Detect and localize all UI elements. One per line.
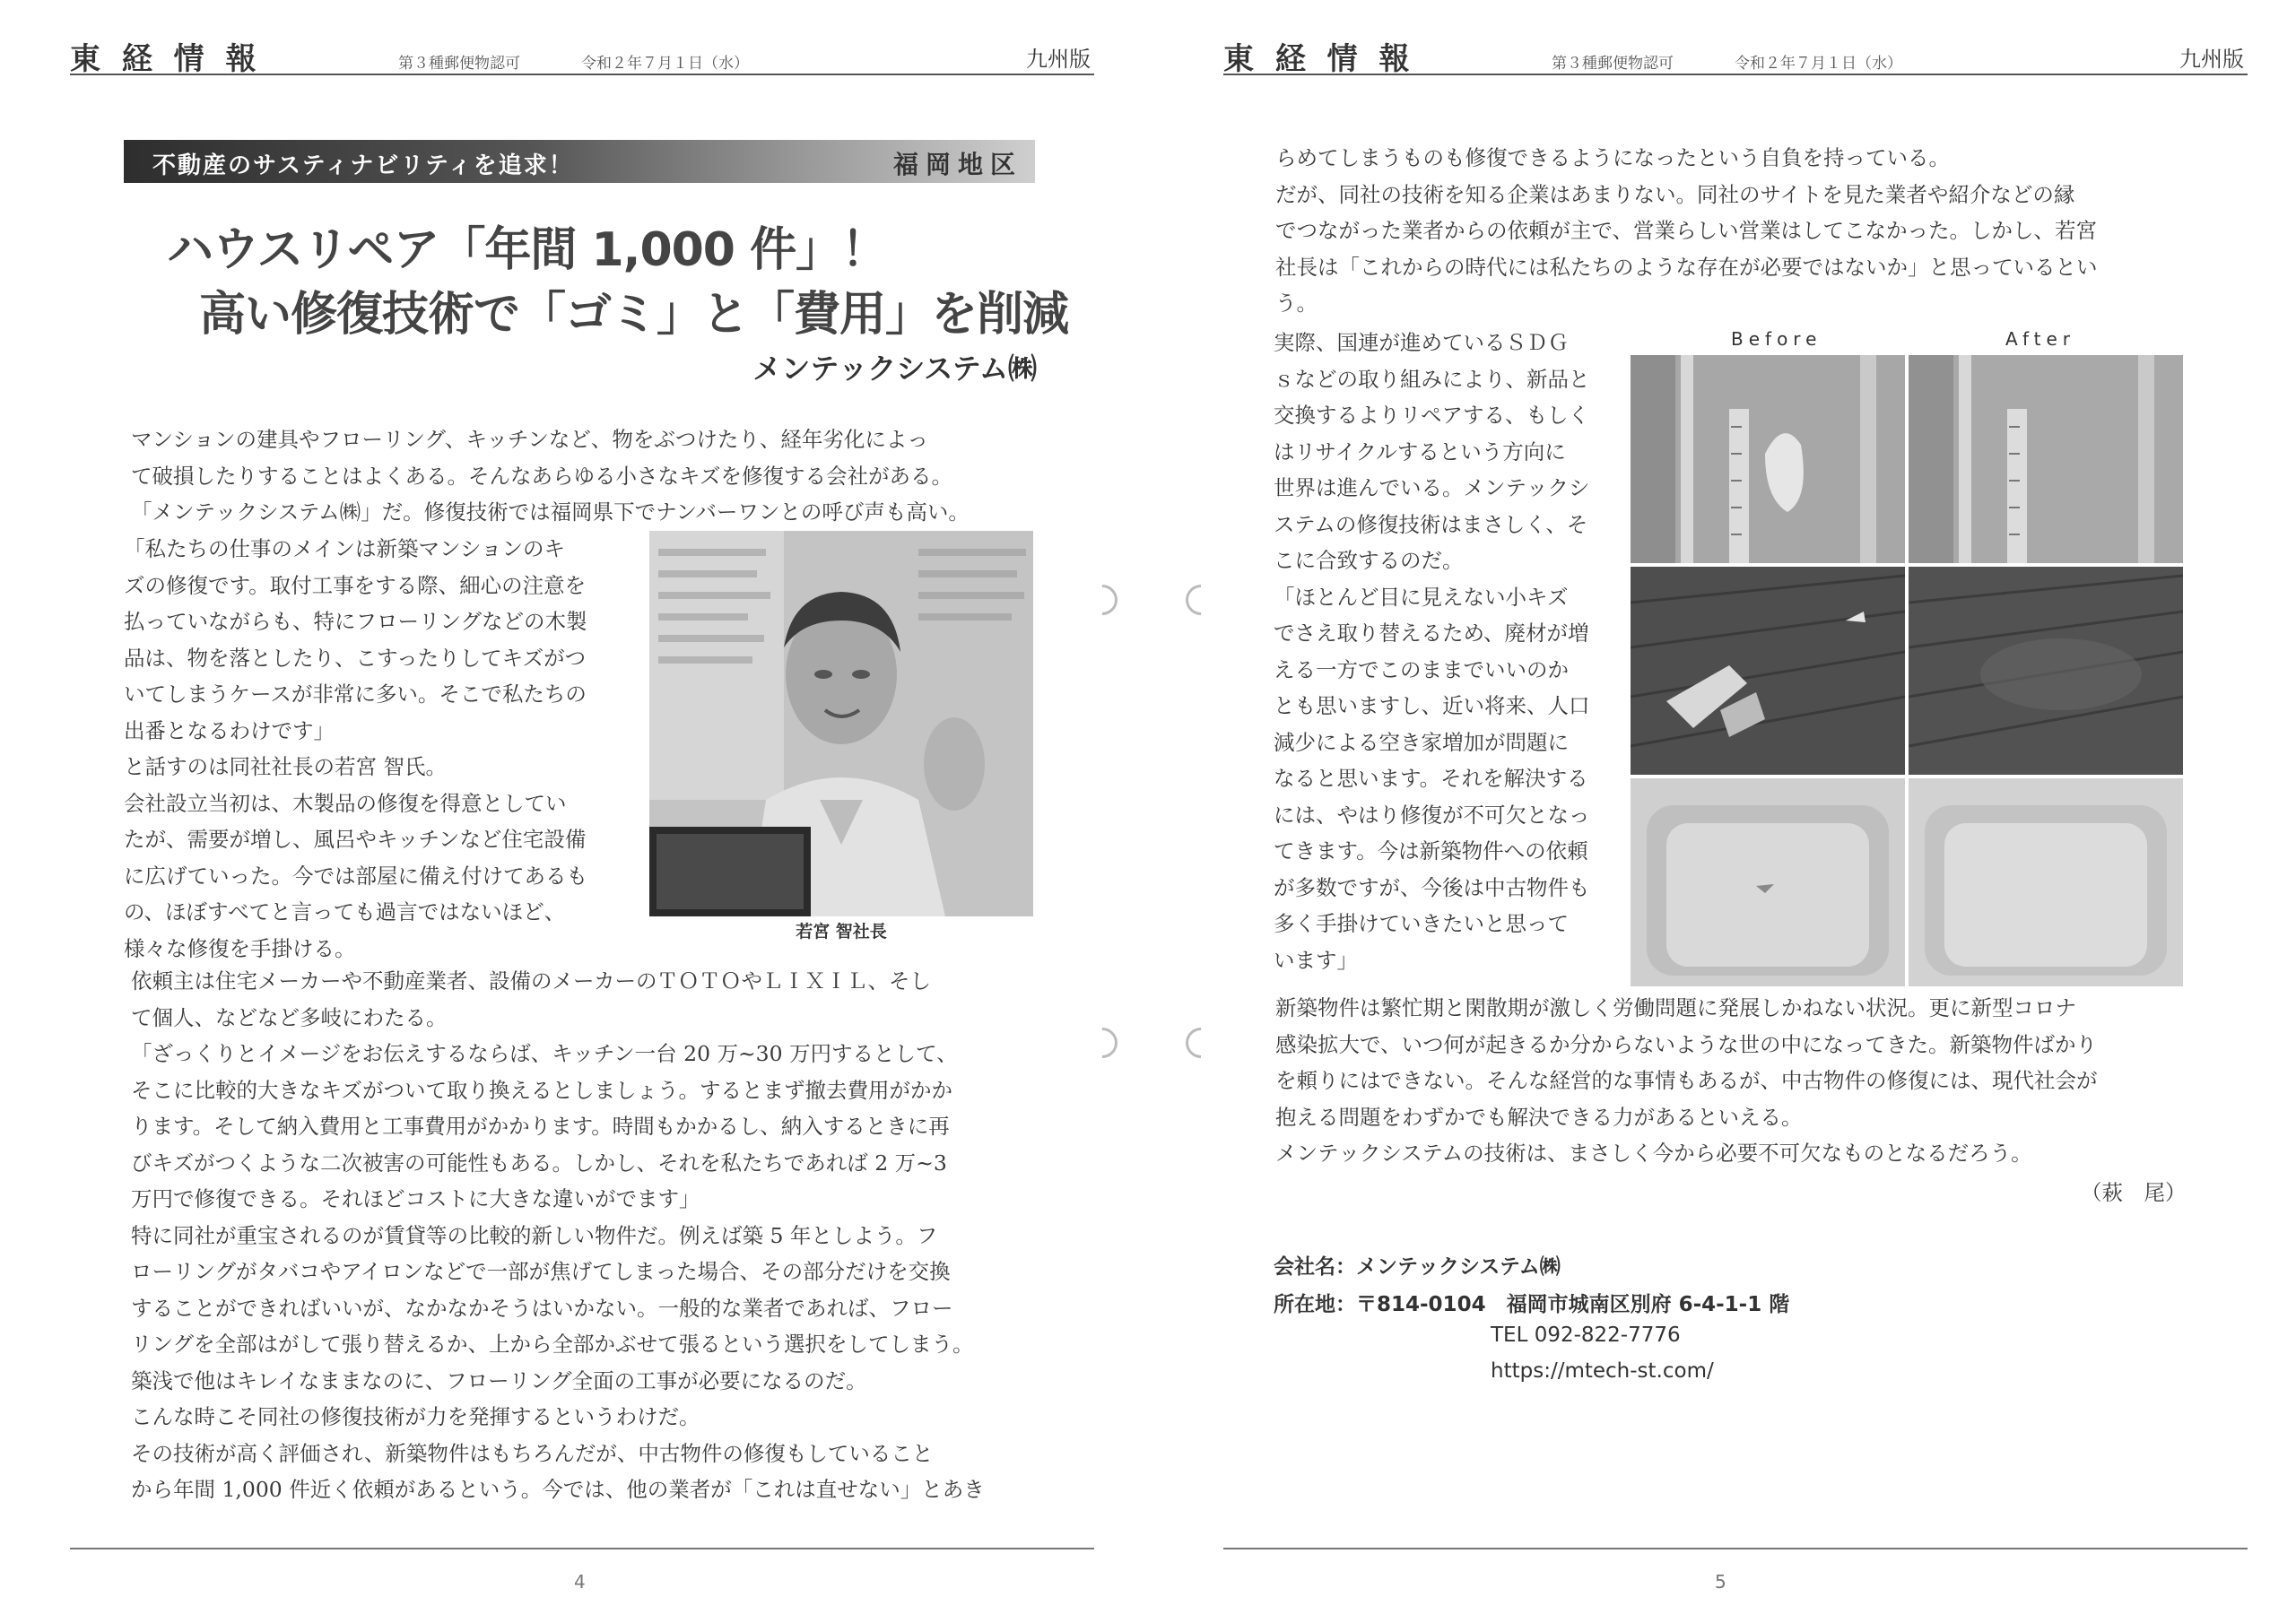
text-line: が多数ですが、今後は中古物件も: [1274, 874, 1590, 900]
text-line: びキズがつくような二次被害の可能性もある。しかし、それを私たちであれば 2 万~3: [131, 1150, 947, 1176]
text-line: 様々な修復を手掛ける。: [124, 935, 356, 961]
text-line: 「ほとんど目に見えない小キズ: [1274, 584, 1569, 610]
text-line: することができればいいが、なかなかそうはいかない。一般的な業者であれば、フロー: [131, 1295, 953, 1321]
text-line: リングを全部はがして張り替えるか、上から全部かぶせて張るという選択をしてしまう。: [131, 1332, 974, 1357]
text-line: でつながった業者からの依頼が主で、営業らしい営業はしてこなかった。しかし、若宮: [1275, 218, 2098, 243]
text-line: とも思いますし、近い将来、人口: [1274, 693, 1590, 718]
text-line: 実際、国連が進めているＳＤＧ: [1274, 330, 1569, 355]
banner-tagline: 不動産のサスティナビリティを追求！: [152, 152, 574, 179]
left-intro-text: [131, 421, 1037, 531]
text-line: 世界は進んでいる。メンテックシ: [1274, 475, 1590, 500]
headline-company: メンテックシステム㈱: [752, 352, 1037, 386]
president-photo-illustration: [649, 531, 1033, 916]
text-line: える一方でこのままでいいのか: [1274, 656, 1569, 682]
text-line: 「メンテックシステム㈱」だ。修復技術では福岡県下でナンバーワンとの呼び声も高い。: [131, 499, 970, 525]
text-line: こに合致するのだ。: [1274, 548, 1464, 573]
text-line: います」: [1274, 947, 1358, 973]
issue-date: 令和２年７月１日（水）: [581, 55, 749, 73]
company-address-row: 所在地：〒814-0104 福岡市城南区別府 6-4-1-1 階: [1274, 1293, 1790, 1316]
before-door-photo: [1631, 355, 1905, 563]
text-line: ローリングがタバコやアイロンなどで一部が焦げてしまった場合、その部分だけを交換: [131, 1259, 951, 1284]
left-header: [70, 32, 1094, 79]
text-line: ステムの修復技術はまさしく、そ: [1274, 511, 1588, 537]
text-line: 万円で修復できる。それほどコストに大きな違いがでます」: [131, 1186, 700, 1211]
photo-caption: 若宮 智社長: [796, 922, 887, 942]
masthead: 東 経 情 報: [1223, 41, 1415, 77]
text-line: ｓなどの取り組みにより、新品と: [1274, 366, 1590, 392]
text-line: 特に同社が重宝されるのが賃貸等の比較的新しい物件だ。例えば築 5 年としよう。フ: [131, 1222, 938, 1248]
after-floor-photo: [1909, 567, 2183, 775]
text-line: 減少による空き家増加が問題に: [1274, 729, 1569, 755]
text-line: から年間 1,000 件近く依頼があるという。今では、他の業者が「これは直せない」とあき: [131, 1477, 985, 1502]
postal-permit: 第３種郵便物認可: [1552, 55, 1674, 73]
masthead: 東 経 情 報: [70, 41, 262, 77]
text-line: ります。そして納入費用と工事費用がかかります。時間もかかるし、納入するときに再: [131, 1114, 950, 1139]
text-line: て破損したりすることはよくある。そんなあらゆる小さなキズを修復する会社がある。: [131, 463, 953, 489]
president-photo: [649, 531, 1033, 916]
headline-line-1: ハウスリペア「年間 1,000 件」！: [167, 223, 888, 277]
text-line: だが、同社の技術を知る企業はあまりない。同社のサイトを見た業者や紹介などの縁: [1275, 181, 2075, 207]
after-door-photo: [1909, 355, 2183, 563]
text-line: 依頼主は住宅メーカーや不動産業者、設備のメーカーのＴＯＴＯやＬＩＸＩＬ、そし: [131, 968, 932, 994]
section-banner: [124, 140, 1035, 183]
text-line: その技術が高く評価され、新築物件はもちろんだが、中古物件の修復もしていること: [131, 1440, 934, 1466]
author-credit: （萩 尾）: [2081, 1180, 2187, 1205]
text-line: の、ほぼすべてと言っても過言ではないほど、: [124, 899, 566, 924]
issue-date: 令和２年７月１日（水）: [1735, 55, 1902, 73]
text-line: と話すのは同社社長の若宮 智氏。: [124, 754, 447, 779]
before-label: Before: [1731, 328, 1822, 350]
text-line: 築浅で他はキレイなままなのに、フローリング全面の工事が必要になるのだ。: [131, 1367, 867, 1393]
text-line: なると思います。それを解決する: [1274, 766, 1588, 791]
text-line: 品は、物を落としたり、こすったりしてキズがつ: [124, 645, 587, 671]
text-line: 出番となるわけです」: [124, 717, 335, 743]
text-line: 新築物件は繁忙期と閑散期が激しく労働問題に発展しかねない状況。更に新型コロナ: [1275, 995, 2076, 1020]
headline-line-2: 高い修復技術で「ゴミ」と「費用」を削減: [199, 288, 1069, 342]
text-line: そこに比較的大きなキズがついて取り換えるとしましょう。するとまず撤去費用がかか: [131, 1077, 953, 1103]
text-line: メンテックシステムの技術は、まさしく今から必要不可欠なものとなるだろう。: [1275, 1141, 2032, 1166]
text-line: を頼りにはできない。そんな経営的な事情もあるが、中古物件の修復には、現代社会が: [1275, 1068, 2098, 1093]
text-line: 感染拡大で、いつ何が起きるか分からないような世の中になってきた。新築物件ばかり: [1275, 1031, 2098, 1057]
text-line: でさえ取り替えるため、廃材が増: [1274, 621, 1589, 646]
text-line: う。: [1275, 291, 1318, 316]
postal-permit: 第３種郵便物認可: [398, 55, 520, 73]
text-line: らめてしまうものも修復できるようになったという自負を持っている。: [1275, 145, 1950, 170]
right-wrap-text: [1274, 325, 1663, 978]
text-line: マンションの建具やフローリング、キッチンなど、物をぶつけたり、経年劣化によっ: [131, 427, 928, 452]
text-line: 多く手掛けていきたいと思って: [1274, 911, 1569, 936]
text-line: て個人、などなど多岐にわたる。: [131, 1004, 448, 1030]
company-url[interactable]: https://mtech-st.com/: [1491, 1359, 1714, 1383]
company-name-row: 会社名：メンテックシステム㈱: [1274, 1255, 1561, 1279]
text-line: 「ざっくりとイメージをお伝えするならば、キッチン一台 20 万~30 万円するとして、: [131, 1041, 958, 1066]
text-line: 交換するよりリペアする、もしく: [1274, 403, 1590, 428]
after-label: After: [2005, 328, 2076, 350]
page-number-left: 4: [574, 1571, 586, 1593]
banner-region: 福岡地区: [892, 150, 1022, 179]
left-wrap-text: [124, 531, 648, 967]
edition: 九州版: [2179, 47, 2244, 72]
text-line: 「私たちの仕事のメインは新築マンションのキ: [124, 536, 565, 561]
text-line: に広げていった。今では部屋に備え付けてあるも: [124, 863, 587, 889]
left-body-text: [131, 963, 1037, 1508]
text-line: 払っていながらも、特にフローリングなどの木製: [124, 609, 587, 634]
page-number-right: 5: [1715, 1571, 1726, 1593]
text-line: には、やはり修復が不可欠となっ: [1274, 802, 1590, 828]
text-line: てきます。今は新築物件への依頼: [1274, 838, 1588, 864]
text-line: はリサイクルするという方向に: [1274, 438, 1566, 464]
right-page: [1148, 0, 2296, 1623]
after-bathtub-photo: [1909, 778, 2183, 986]
left-footer-rule: [70, 1548, 1094, 1549]
text-line: 会社設立当初は、木製品の修復を得意としてい: [124, 790, 567, 816]
right-footer-rule: [1223, 1548, 2248, 1549]
right-intro-text: [1275, 140, 2181, 322]
text-line: いてしまうケースが非常に多い。そこで私たちの: [124, 681, 587, 707]
text-line: たが、需要が増し、風呂やキッチンなど住宅設備: [124, 827, 587, 852]
text-line: 社長は「これからの時代には私たちのような存在が必要ではないか」と思っているとい: [1275, 254, 2098, 280]
before-bathtub-photo: [1631, 778, 1905, 986]
text-line: ズの修復です。取付工事をする際、細心の注意を: [124, 572, 587, 598]
before-floor-photo: [1631, 567, 1905, 775]
text-line: 抱える問題をわずかでも解決できる力があるといえる。: [1275, 1104, 1803, 1130]
company-tel: TEL 092-822-7776: [1491, 1324, 1681, 1347]
text-line: こんな時こそ同社の修復技術が力を発揮するというわけだ。: [131, 1404, 700, 1429]
right-header: [1223, 32, 2248, 79]
right-body-text: [1275, 990, 2181, 1172]
edition: 九州版: [1026, 47, 1091, 72]
